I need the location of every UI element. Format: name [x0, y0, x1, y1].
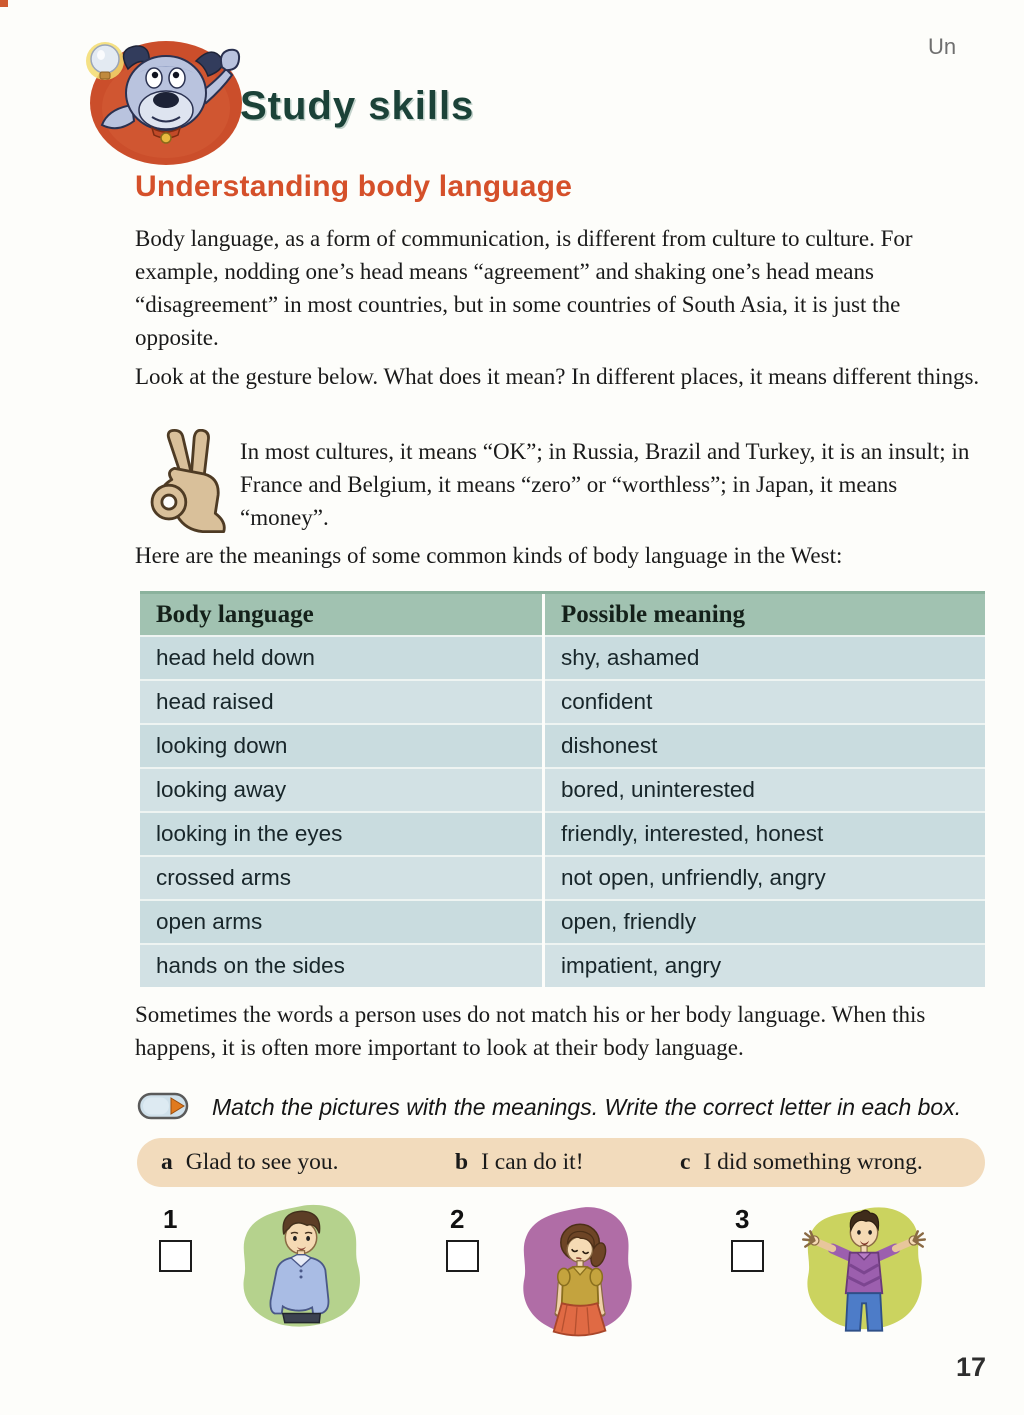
- table-cell: open arms: [140, 899, 542, 943]
- table-cell: not open, unfriendly, angry: [545, 855, 985, 899]
- table-cell: looking down: [140, 723, 542, 767]
- table-cell: head raised: [140, 679, 542, 723]
- option-c: [680, 1138, 923, 1187]
- study-skills-mascot-icon: [80, 30, 245, 172]
- table-row: [140, 855, 985, 899]
- table-cell: open, friendly: [545, 899, 985, 943]
- paragraph-intro: Body language, as a form of communication, is different from culture to culture. For example, nodding one’s head means “agreement” and shaking one’s head means “disagreement” in most countries, but in some countries of South Asia, it is just the opposite.: [135, 226, 913, 350]
- table-cell: dishonest: [545, 723, 985, 767]
- option-b: [455, 1138, 584, 1187]
- table-row: [140, 943, 985, 987]
- table-header-row: [140, 591, 985, 635]
- paragraph-gesture-question: Look at the gesture below. What does it mean? In different places, it means different things.: [135, 364, 980, 389]
- table-cell: head held down: [140, 635, 542, 679]
- options-box: [137, 1138, 985, 1187]
- table-cell: confident: [545, 679, 985, 723]
- table-cell: hands on the sides: [140, 943, 542, 987]
- picture-boy-open-arms: [786, 1202, 938, 1354]
- table-cell: shy, ashamed: [545, 635, 985, 679]
- lesson-title: Understanding body language: [135, 170, 573, 203]
- table-row: [140, 899, 985, 943]
- table-row: [140, 811, 985, 855]
- table-cell: looking away: [140, 767, 542, 811]
- table-cell: friendly, interested, honest: [545, 811, 985, 855]
- activity-pill-icon: [137, 1091, 191, 1121]
- picture-2-number: 2: [450, 1204, 465, 1234]
- table-row: [140, 723, 985, 767]
- picture-girl-head-down: [500, 1204, 652, 1356]
- option-a: [161, 1138, 338, 1187]
- section-title: Study skills: [240, 84, 475, 128]
- picture-boy-hands-behind-back: [224, 1200, 376, 1352]
- table-row: [140, 679, 985, 723]
- table-row: [140, 635, 985, 679]
- table-header-possible-meaning: Possible meaning: [545, 594, 985, 635]
- table-cell: crossed arms: [140, 855, 542, 899]
- option-text: I can do it!: [481, 1149, 584, 1175]
- paragraph-table-intro: Here are the meanings of some common kinds of body language in the West:: [135, 543, 843, 568]
- paragraph-gesture-meanings: In most cultures, it means “OK”; in Russia, Brazil and Turkey, it is an insult; in France and Belgium, it means “zero” or “worthless”; in Japan, it means “money”.: [240, 439, 970, 530]
- body-language-table: [140, 591, 985, 987]
- option-letter: a: [161, 1149, 173, 1175]
- option-letter: b: [455, 1149, 469, 1175]
- answer-box-1[interactable]: [159, 1240, 192, 1272]
- answer-box-2[interactable]: [446, 1240, 479, 1272]
- option-text: I did something wrong.: [703, 1149, 923, 1175]
- exercise-instruction: Match the pictures with the meanings. Write the correct letter in each box.: [212, 1094, 962, 1120]
- picture-3-number: 3: [735, 1204, 750, 1234]
- picture-1-number: 1: [163, 1204, 178, 1234]
- page-number: 17: [956, 1352, 987, 1382]
- page-corner-mark: [0, 0, 8, 7]
- ok-hand-gesture-icon: [146, 429, 234, 533]
- table-header-body-language: Body language: [140, 594, 542, 635]
- unit-label: Un: [928, 34, 957, 59]
- table-cell: impatient, angry: [545, 943, 985, 987]
- table-cell: bored, uninterested: [545, 767, 985, 811]
- option-letter: c: [680, 1149, 691, 1175]
- table-row: [140, 767, 985, 811]
- table-cell: looking in the eyes: [140, 811, 542, 855]
- option-text: Glad to see you.: [185, 1149, 339, 1175]
- answer-box-3[interactable]: [731, 1240, 764, 1272]
- paragraph-conclusion: Sometimes the words a person uses do not match his or her body language. When this happens, it is often more important to look at their body language.: [135, 1002, 926, 1060]
